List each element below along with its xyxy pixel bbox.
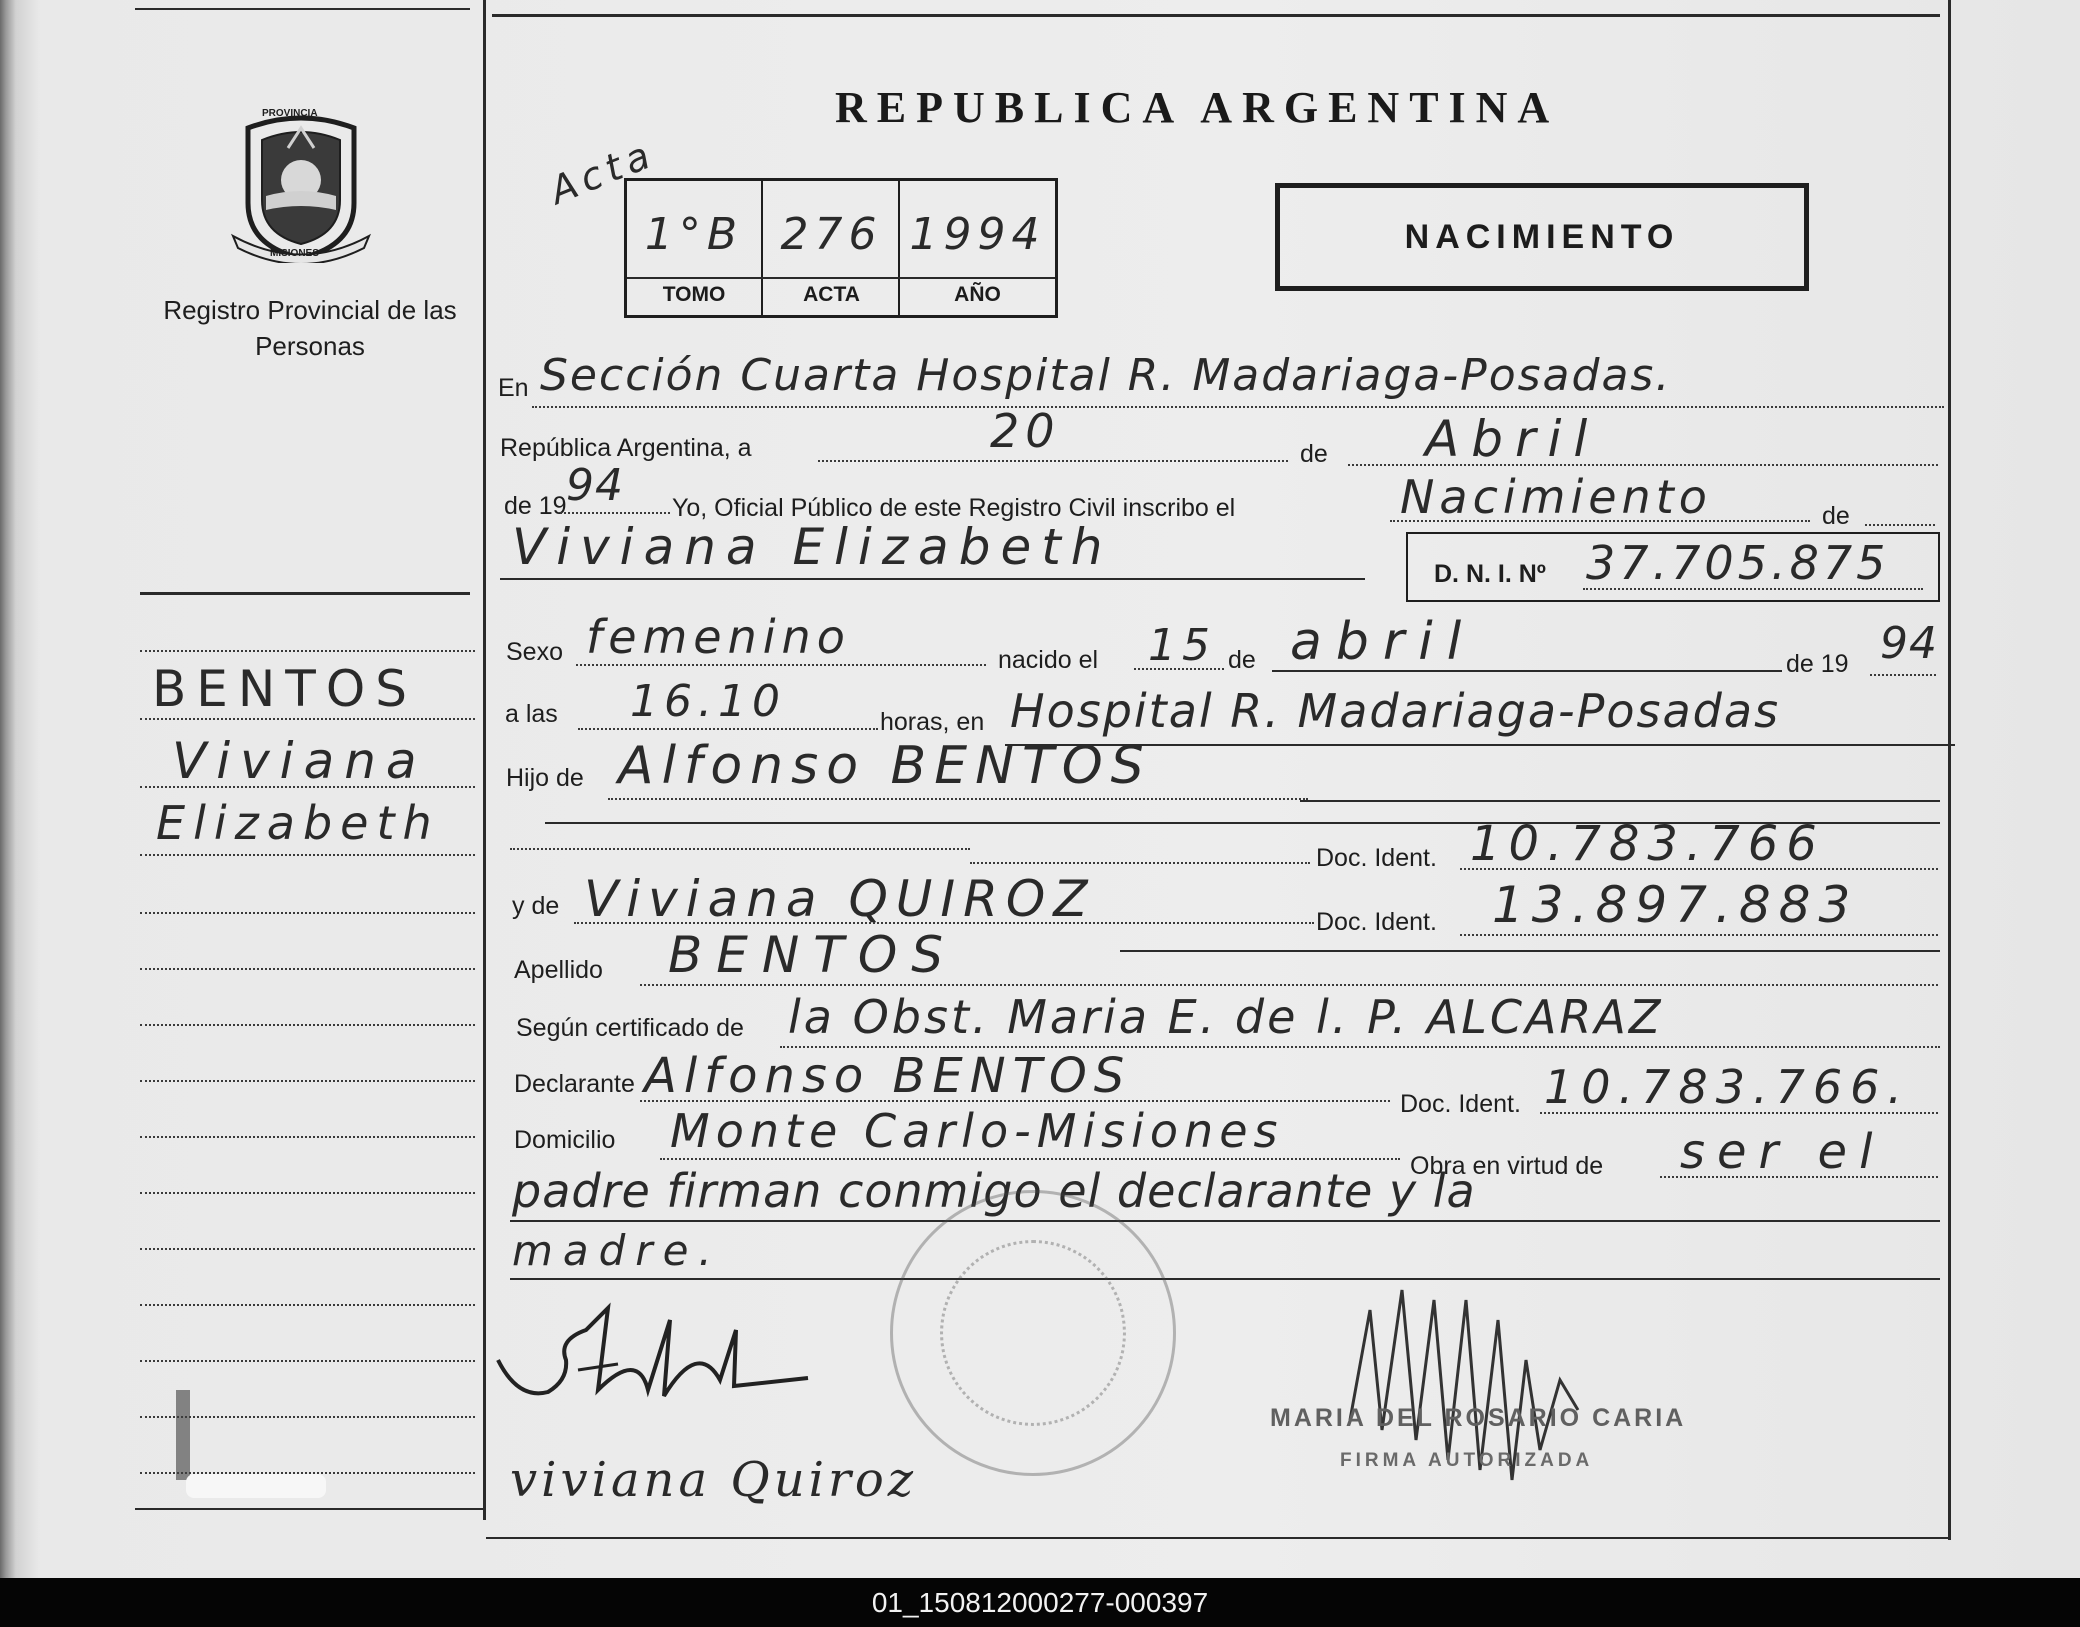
tomo-cell	[627, 181, 761, 315]
margin-line-9	[140, 1136, 475, 1138]
father-signature-icon	[488, 1300, 828, 1430]
top-rule-right	[492, 14, 1940, 17]
de19-label-2: de 19	[1786, 650, 1849, 678]
acta-annotation: Acta	[543, 131, 662, 213]
blank-line	[510, 848, 970, 850]
margin-given-2: Elizabeth	[156, 796, 440, 850]
nac-anio-line	[1870, 674, 1936, 676]
bottom-rule-left	[135, 1508, 483, 1510]
padre-line	[608, 798, 1308, 800]
margin-surname: BENTOS	[152, 660, 417, 718]
anio-label: AÑO	[954, 283, 1001, 306]
margin-line-6	[140, 968, 475, 970]
domicilio-label: Domicilio	[514, 1126, 616, 1154]
dni-box	[1406, 532, 1940, 602]
seal-text-top: PROVINCIA	[262, 108, 318, 119]
madre-value: Viviana QUIROZ	[584, 870, 1096, 928]
margin-line-11	[140, 1248, 475, 1250]
margin-line-7	[140, 1024, 475, 1026]
margin-given-1: Viviana	[172, 732, 427, 790]
margin-line-13	[140, 1360, 475, 1362]
obra-rule-3	[510, 1278, 1940, 1280]
de19-label: de 19	[504, 492, 567, 520]
de-label: de	[1300, 440, 1328, 468]
nac-anio-value: 94	[1880, 618, 1938, 669]
hijo-label: Hijo de	[506, 764, 584, 792]
segun-label: Según certificado de	[516, 1014, 744, 1042]
anio-registro: 94	[566, 460, 624, 511]
padre-doc-label: Doc. Ident.	[1316, 844, 1437, 872]
anio-registro-line	[560, 512, 670, 514]
margin-divider	[483, 0, 486, 1520]
acta-cell	[761, 181, 900, 315]
declarante-doc-line	[1540, 1112, 1938, 1114]
bottom-rule-right	[486, 1537, 1948, 1539]
declarante-line	[640, 1100, 1390, 1102]
margin-line-12	[140, 1304, 475, 1306]
padre-doc-line	[1460, 868, 1938, 870]
nombre-line	[500, 578, 1365, 580]
dia-line	[818, 460, 1288, 462]
tomo-label: TOMO	[662, 283, 726, 306]
nombre-value: Viviana Elizabeth	[512, 518, 1113, 576]
apellido-value: BENTOS	[668, 926, 957, 984]
obra-label: Obra en virtud de	[1410, 1152, 1604, 1180]
obra-line-3: madre.	[512, 1226, 722, 1275]
margin-line-2	[140, 718, 475, 720]
padre-doc-value: 10.783.766	[1470, 816, 1825, 872]
inscribo-line	[1390, 520, 1810, 522]
margin-line-8	[140, 1080, 475, 1082]
record-box	[624, 178, 1058, 318]
en-value: Sección Cuarta Hospital R. Madariaga-Posadas.	[540, 350, 1672, 401]
margin-line-4	[140, 854, 475, 856]
acta-value: 276	[780, 209, 883, 260]
apellido-label: Apellido	[514, 956, 603, 984]
mes-value: Abril	[1425, 410, 1600, 468]
official-stamp-name: MARIA DEL ROSARIO CARIA	[1270, 1404, 1687, 1432]
margin-section-rule	[140, 592, 470, 595]
declarante-value: Alfonso BENTOS	[644, 1048, 1132, 1104]
sexo-value: femenino	[586, 610, 851, 664]
dni-value: 37.705.875	[1586, 536, 1890, 590]
de-label-3: de	[1228, 646, 1256, 674]
declarante-label: Declarante	[514, 1070, 635, 1098]
provincial-seal-icon	[228, 108, 374, 263]
blank-line-3	[970, 862, 1310, 864]
dni-line	[1583, 588, 1923, 590]
de2-line	[1865, 524, 1935, 526]
hora-value: 16.10	[630, 676, 786, 727]
nac-mes-line	[1272, 670, 1782, 672]
official-stamp-role: FIRMA AUTORIZADA	[1340, 1450, 1594, 1471]
declarante-doc-value: 10.783.766.	[1544, 1060, 1910, 1114]
nac-dia-line	[1134, 668, 1224, 670]
horas-label: horas, en	[880, 708, 985, 736]
right-border	[1948, 0, 1951, 1540]
yde-label: y de	[512, 892, 560, 920]
dni-label: D. N. I. Nº	[1434, 560, 1546, 588]
official-seal-stamp-inner	[940, 1240, 1126, 1426]
madre-rule	[1120, 950, 1940, 952]
anio-cell	[898, 181, 1055, 315]
madre-doc-line	[1460, 934, 1938, 936]
obra-value: ser el	[1680, 1124, 1885, 1180]
sexo-line	[576, 664, 986, 666]
act-type-box: NACIMIENTO	[1275, 183, 1809, 291]
top-rule-left	[135, 8, 470, 10]
declarante-doc-label: Doc. Ident.	[1400, 1090, 1521, 1118]
nac-dia-value: 15	[1148, 620, 1216, 671]
page-title: REPUBLICA ARGENTINA	[835, 83, 1560, 132]
correction-mark	[176, 1390, 190, 1480]
domicilio-line	[660, 1158, 1400, 1160]
nacido-label: nacido el	[998, 646, 1099, 674]
obra-line	[1660, 1176, 1938, 1178]
sexo-label: Sexo	[506, 638, 563, 666]
certificado-value: la Obst. Maria E. de l. P. ALCARAZ	[788, 990, 1664, 1044]
obra-line-2: padre firman conmigo el declarante y la	[512, 1164, 1476, 1218]
margin-line-10	[140, 1192, 475, 1194]
domicilio-value: Monte Carlo-Misiones	[670, 1104, 1284, 1158]
lugar-value: Hospital R. Madariaga-Posadas	[1010, 684, 1781, 738]
seal-text-bottom: MISIONES	[270, 248, 319, 259]
acta-label: ACTA	[803, 283, 860, 306]
madre-doc-value: 13.897.883	[1492, 876, 1859, 934]
dia-value: 20	[990, 404, 1061, 458]
padre-value: Alfonso BENTOS	[618, 736, 1152, 796]
hora-line	[578, 728, 878, 730]
madre-doc-label: Doc. Ident.	[1316, 908, 1437, 936]
en-label: En	[498, 374, 529, 402]
de-label-2: de	[1822, 502, 1850, 530]
correction-mark-2	[186, 1474, 326, 1498]
nac-mes-value: abril	[1290, 612, 1476, 672]
record-box-divider	[627, 277, 1055, 279]
scan-id-footer: 01_150812000277-000397	[0, 1578, 2080, 1627]
margin-line-5	[140, 912, 475, 914]
madre-line	[574, 922, 1314, 924]
mother-signature: viviana Quiroz	[510, 1452, 918, 1508]
padre-line-2	[1300, 800, 1940, 802]
alas-label: a las	[505, 700, 558, 728]
oficial-text: Yo, Oficial Público de este Registro Civil inscribo el	[672, 494, 1236, 522]
obra-rule-2	[510, 1220, 1940, 1222]
margin-line-14	[140, 1416, 475, 1418]
inscribo-value: Nacimiento	[1400, 470, 1712, 524]
registry-label: Registro Provincial de las Personas	[163, 295, 457, 361]
anio-value: 1994	[909, 209, 1046, 260]
margin-line-1	[140, 650, 475, 652]
en-line	[532, 406, 1944, 408]
tomo-value: 1°B	[644, 209, 744, 260]
republica-label: República Argentina, a	[500, 434, 752, 462]
apellido-line	[640, 984, 1938, 986]
